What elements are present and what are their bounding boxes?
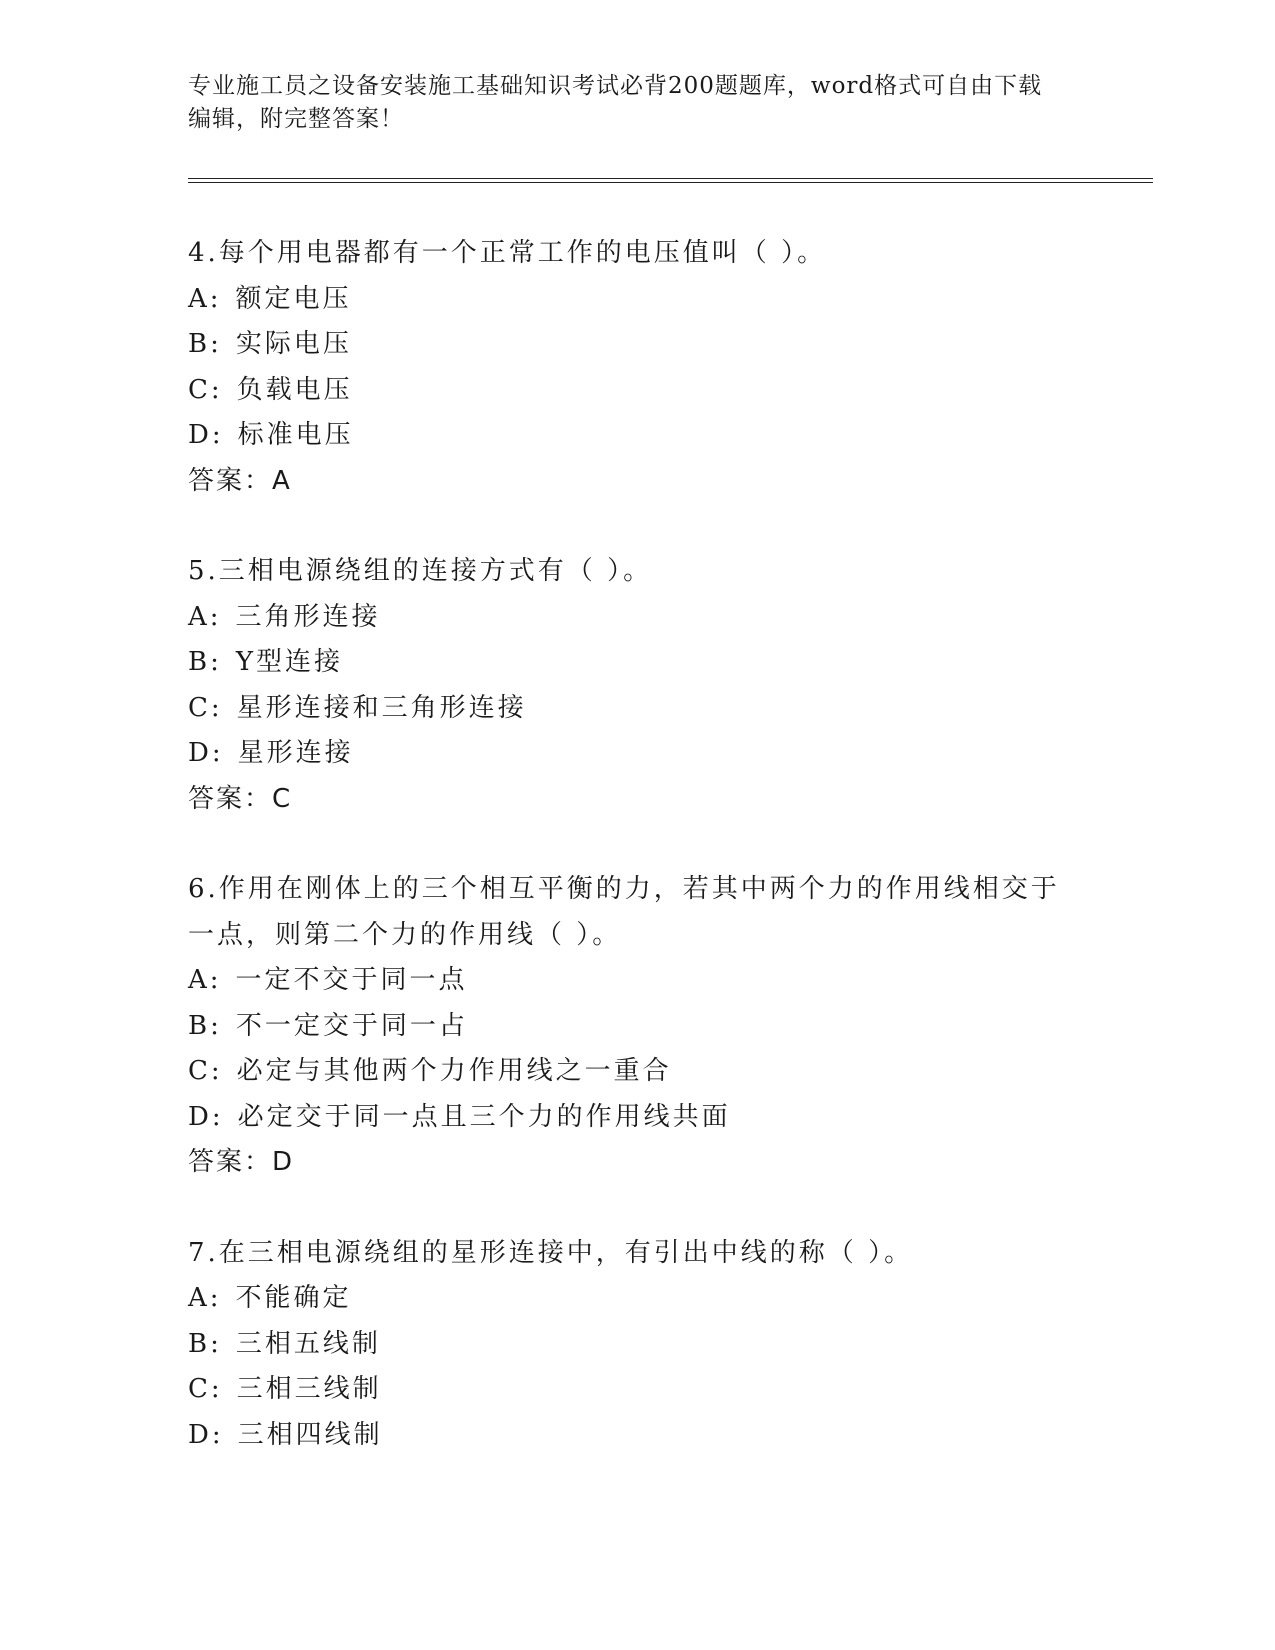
question-stem bbox=[188, 549, 1153, 595]
option-letter: D: bbox=[188, 1419, 224, 1450]
option-d bbox=[188, 1095, 1153, 1141]
option-letter: B: bbox=[188, 329, 222, 359]
option-a bbox=[188, 595, 1153, 641]
question-stem-line: 5.三相电源绕组的连接方式有（ ）。 bbox=[188, 556, 653, 586]
option-text: 负载电压 bbox=[236, 374, 353, 405]
document-header bbox=[188, 70, 1153, 136]
option-c bbox=[188, 368, 1153, 414]
question-6 bbox=[188, 867, 1153, 1186]
option-letter: C: bbox=[188, 1056, 223, 1086]
question-7 bbox=[188, 1231, 1153, 1459]
option-d bbox=[188, 731, 1153, 777]
option-text: 不能确定 bbox=[235, 1283, 352, 1313]
question-list bbox=[188, 231, 1153, 1458]
option-b bbox=[188, 1004, 1153, 1050]
option-text: 额定电压 bbox=[235, 283, 352, 314]
option-text: 三相三线制 bbox=[236, 1374, 382, 1404]
option-text: 星形连接和三角形连接 bbox=[236, 692, 527, 723]
question-stem-line: 6.作用在刚体上的三个相互平衡的力，若其中两个力的作用线相交于 bbox=[188, 874, 1060, 904]
question-4 bbox=[188, 231, 1153, 504]
option-a bbox=[188, 277, 1153, 323]
question-stem-line: 4.每个用电器都有一个正常工作的电压值叫（ ）。 bbox=[188, 238, 827, 268]
option-d bbox=[188, 1413, 1153, 1459]
question-stem bbox=[188, 867, 1153, 958]
option-a bbox=[188, 958, 1153, 1004]
option-text: 实际电压 bbox=[235, 329, 352, 359]
document-title bbox=[188, 70, 1068, 136]
option-text: 不一定交于同一占 bbox=[235, 1010, 468, 1041]
document-title-line-2: 编辑，附完整答案！ bbox=[188, 106, 404, 132]
option-c bbox=[188, 1049, 1153, 1095]
option-letter: D: bbox=[188, 738, 224, 768]
option-c bbox=[188, 1367, 1153, 1413]
option-text: Y型连接 bbox=[235, 647, 344, 677]
option-b bbox=[188, 640, 1153, 686]
option-text: 三相五线制 bbox=[235, 1328, 381, 1359]
answer-line: 答案：C bbox=[188, 783, 293, 814]
option-letter: A: bbox=[188, 283, 222, 314]
question-stem-line: 7.在三相电源绕组的星形连接中，有引出中线的称（ ）。 bbox=[188, 1237, 914, 1268]
option-letter: D: bbox=[188, 420, 224, 450]
option-text: 星形连接 bbox=[237, 738, 354, 768]
question-5 bbox=[188, 549, 1153, 822]
document-page bbox=[188, 70, 1153, 1503]
question-stem bbox=[188, 231, 1153, 277]
option-letter: C: bbox=[188, 1374, 223, 1404]
header-double-rule bbox=[188, 178, 1153, 179]
option-text: 三角形连接 bbox=[235, 601, 381, 632]
option-b bbox=[188, 322, 1153, 368]
option-letter: A: bbox=[188, 601, 222, 632]
option-letter: A: bbox=[188, 1283, 222, 1313]
option-text: 必定与其他两个力作用线之一重合 bbox=[236, 1056, 672, 1086]
option-b bbox=[188, 1322, 1153, 1368]
option-letter: C: bbox=[188, 692, 223, 723]
question-stem-line: 一点，则第二个力的作用线（ ）。 bbox=[188, 919, 622, 950]
option-letter: A: bbox=[188, 965, 222, 995]
answer-line: 答案：A bbox=[188, 465, 292, 496]
option-text: 三相四线制 bbox=[237, 1419, 383, 1450]
answer-line: 答案：D bbox=[188, 1147, 295, 1177]
option-a bbox=[188, 1276, 1153, 1322]
option-letter: B: bbox=[188, 647, 222, 677]
option-d bbox=[188, 413, 1153, 459]
option-text: 标准电压 bbox=[237, 420, 354, 450]
question-stem bbox=[188, 1231, 1153, 1277]
document-title-line-1: 专业施工员之设备安装施工基础知识考试必背200题题库，word格式可自由下载 bbox=[188, 73, 1043, 99]
option-letter: B: bbox=[188, 1010, 222, 1041]
option-text: 一定不交于同一点 bbox=[235, 965, 468, 995]
option-letter: B: bbox=[188, 1328, 222, 1359]
option-text: 必定交于同一点且三个力的作用线共面 bbox=[237, 1101, 731, 1132]
option-letter: D: bbox=[188, 1101, 224, 1132]
option-c bbox=[188, 686, 1153, 732]
option-letter: C: bbox=[188, 374, 223, 405]
